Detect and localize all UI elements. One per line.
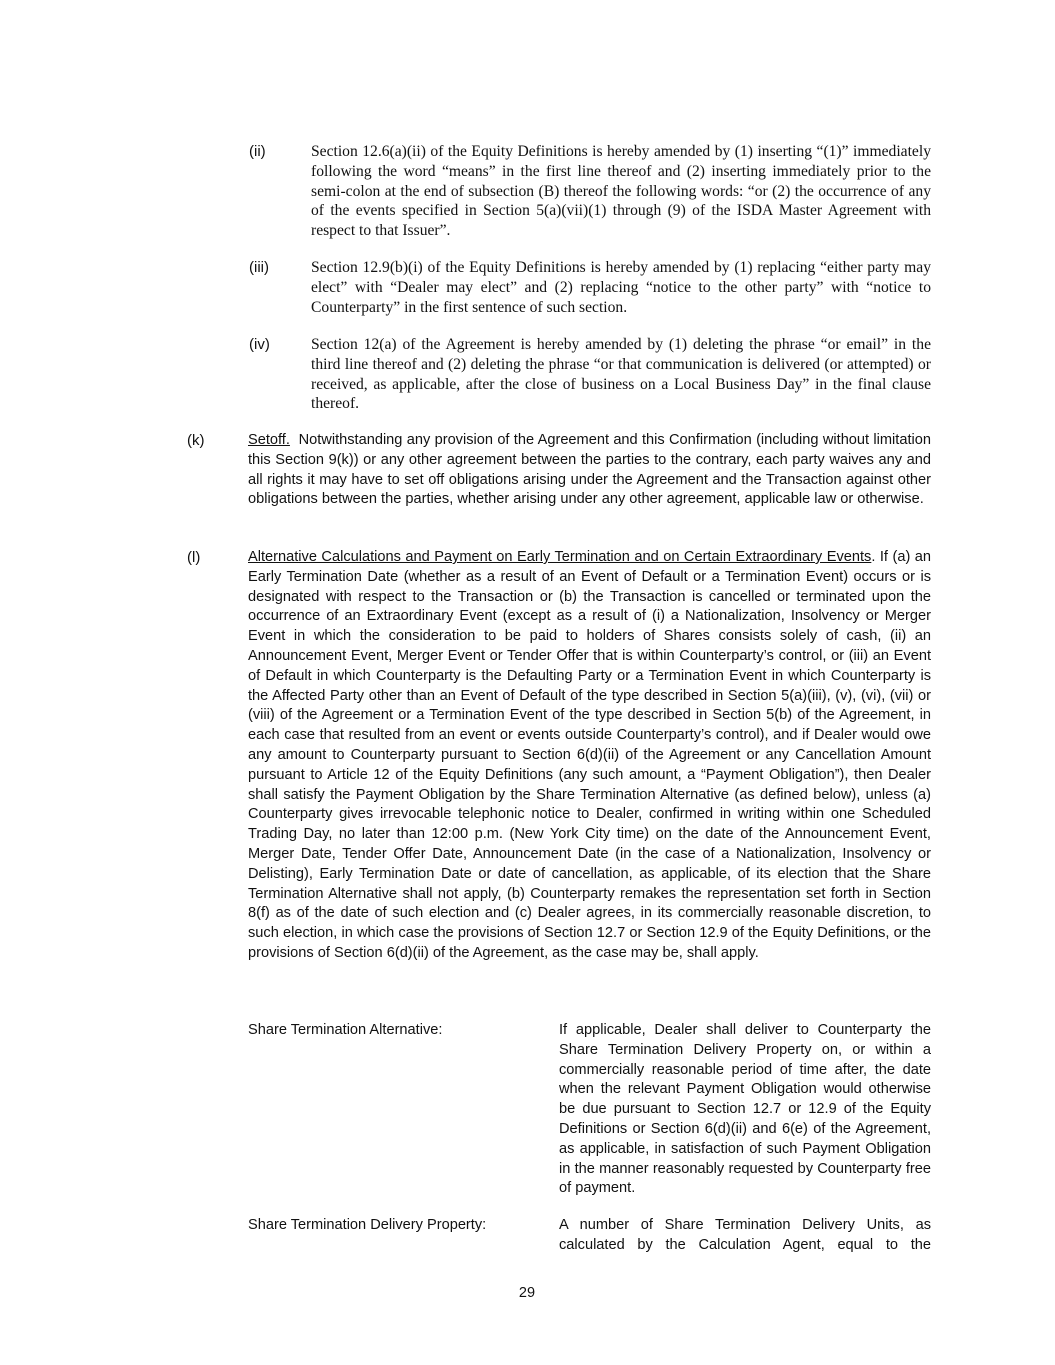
page-number: 29 [518, 1285, 536, 1301]
sub-item-marker: (iv) [249, 336, 270, 353]
section-marker: (k) [187, 432, 205, 449]
sub-item-marker: (ii) [249, 143, 266, 160]
section-body: Notwithstanding any provision of the Agreement and this Confirmation (including without limitation this Section 9(k)) or any other agreement between the parties to the contrary, each party waives any and all rights it may have to set off obligations arising under the Agreement and the Transaction against other obligations between the parties, whether arising under any other agreement, applicable law or otherwise. [248, 432, 932, 508]
section-l-paragraph: Alternative Calculations and Payment on Early Termination and on Certain Extraordinary Events. If (a) an Early Termination Date (whether as a result of an Event of Default or a Termination Event) occurs or is designated with respect to the Transaction or (b) the Transaction is cancelled or terminated upon the occurrence of an Extraordinary Event (except as a result of (i) a Nationalization, Insolvency or Merger Event in which the consideration to be paid to holders of Shares consists solely of cash, (ii) an Announcement Event, Merger Event or Tender Offer that is within Counterparty’s control, or (iii) an Event of Default in which Counterparty is the Defaulting Party or a Termination Event in which Counterparty is the Affected Party other than an Event of Default of the type described in Section 5(a)(iii), (v), (vi), (vii) or (viii) of the Agreement or a Termination Event of the type described in Section 5(b) of the Agreement, in each case that resulted from an event or events outside Counterparty’s control), and if Dealer would owe any amount to Counterparty pursuant to Section 6(d)(ii) of the Agreement or any Cancellation Amount pursuant to Article 12 of the Equity Definitions (any such amount, a “Payment Obligation”), then Dealer shall satisfy the Payment Obligation by the Share Termination Alternative (as defined below), unless (a) Counterparty gives irrevocable telephonic notice to Dealer, confirmed in writing within one Scheduled Trading Day, no later than 12:00 p.m. (New York City time) on the date of the Announcement Event, Merger Date, Tender Offer Date, Announcement Date (in the case of a Nationalization, Insolvency or Delisting), Early Termination Date or date of cancellation, as applicable, of its election that the Share Termination Alternative shall not apply, (b) Counterparty remakes the representation set forth in Section 8(f) as of the date of such election and (c) Dealer agrees, in its commercially reasonable discretion, to such election, in which case the provisions of Section 12.7 or Section 12.9 of the Equity Definitions, or the provisions of Section 6(d)(ii) of the Agreement, as the case may be, shall apply. [248, 549, 932, 961]
section-heading: Alternative Calculations and Payment on Early Termination and on Certain Extraordinary Events [248, 549, 872, 565]
section-k-paragraph [248, 431, 931, 510]
section-heading: Setoff. [248, 432, 290, 448]
sub-item-text: Section 12(a) of the Agreement is hereby amended by (1) deleting the phrase “or email” in the third line thereof and (2) deleting the phrase “or that communication is delivered (or attempted) or received, as applicable, after the close of business on a Local Business Day” in the final clause thereof. [311, 336, 931, 413]
section-body: If (a) an Early Termination Date (whether as a result of an Event of Default or a Termination Event) occurs or is designated with respect to the Transaction or (b) the Transaction is cancelled or terminated upon the occurrence of an Extraordinary Event (except as a result of (i) a Nationalization, Insolvency or Merger Event in which the consideration to be paid to holders of Shares consists solely of cash, (ii) an Announcement Event, Merger Event or Tender Offer that is within Counterparty’s control, or (iii) an Event of Default in which Counterparty is the Defaulting Party or a Termination Event in which Counterparty is the Affected Party other than an Event of Default of the type described in Section 5(a)(iii), (v), (vi), (vii) or (viii) of the Agreement or a Termination Event of the type described in Section 5(b) of the Agreement, in each case that resulted from an event or events outside Counterparty’s control), and if Dealer would owe any amount to Counterparty pursuant to Section 6(d)(ii) of the Agreement or any Cancellation Amount pursuant to Article 12 of the Equity Definitions (any such amount, a “Payment Obligation”), then Dealer shall satisfy the Payment Obligation by the Share Termination Alternative (as defined below), unless (a) Counterparty gives irrevocable telephonic notice to Dealer, confirmed in writing within one Scheduled Trading Day, no later than 12:00 p.m. (New York City time) on the date of the Announcement Event, Merger Date, Tender Offer Date, Announcement Date (in the case of a Nationalization, Insolvency or Delisting), Early Termination Date or date of cancellation, as applicable, of its election that the Share Termination Alternative shall not apply, (b) Counterparty remakes the representation set forth in Section 8(f) as of the date of such election and (c) Dealer agrees, in its commercially reasonable discretion, to such election, in which case the provisions of Section 12.7 or Section 12.9 of the Equity Definitions, or the provisions of Section 6(d)(ii) of the Agreement, as the case may be, shall apply. [248, 549, 932, 961]
sub-item-marker: (iii) [249, 259, 269, 276]
term-label: Share Termination Alternative: [248, 1022, 443, 1038]
section-marker: (l) [187, 549, 201, 566]
term-value: A number of Share Termination Delivery Units, as calculated by the Calculation Agent, equal to the [559, 1217, 931, 1253]
sub-item-text: Section 12.9(b)(i) of the Equity Definitions is hereby amended by (1) replacing “either party may elect” with “Dealer may elect” and (2) replacing “notice to the other party” with “notice to Counterparty” in the first sentence of such section. [311, 259, 931, 316]
sub-item-text: Section 12.6(a)(ii) of the Equity Definitions is hereby amended by (1) inserting “(1)” immediately following the word “means” in the first line thereof and (2) inserting immediately prior to the semi-colon at the end of subsection (B) thereof the following words: “or (2) the occurrence of any of the events specified in Section 5(a)(vii)(1) through (9) of the ISDA Master Agreement with respect to that Issuer”. [311, 143, 931, 240]
term-label: Share Termination Delivery Property: [248, 1217, 487, 1233]
term-value: If applicable, Dealer shall deliver to Counterparty the Share Termination Delivery Property on, or within a commercially reasonable period of time after, the date when the relevant Payment Obligation would otherwise be due pursuant to Section 12.7 or 12.9 of the Equity Definitions or Section 6(d)(ii) and 6(e) of the Agreement, as applicable, in satisfaction of such Payment Obligation in the manner reasonably requested by Counterparty free of payment. [559, 1022, 931, 1197]
